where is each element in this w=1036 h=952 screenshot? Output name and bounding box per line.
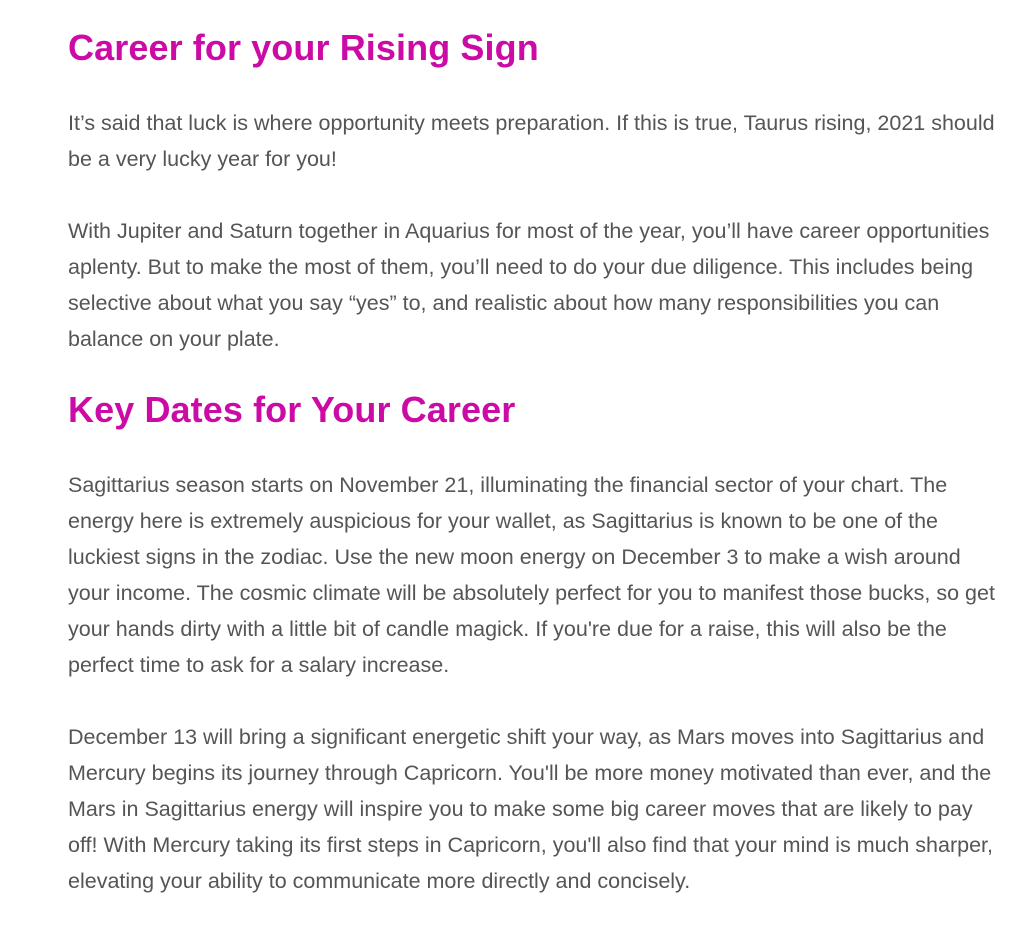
paragraph-jupiter-saturn: With Jupiter and Saturn together in Aquarius for most of the year, you’ll have career opportunities aplenty. But to make the most of them, you’ll need to do your due diligence. This includes being selective about what you say “yes” to, and realistic about how many responsibilities you can balance on your plate. bbox=[68, 219, 990, 351]
paragraph-sagittarius-season: Sagittarius season starts on November 21, illuminating the financial sector of your chart. The energy here is extremely auspicious for your wallet, as Sagittarius is known to be one of the luckiest signs in the zodiac. Use the new moon energy on December 3 to make a wish around your income. The cosmic climate will be absolutely perfect for you to manifest those bucks, so get your hands dirty with a little bit of candle magick. If you're due for a raise, this will also be the perfect time to ask for a salary increase. bbox=[68, 473, 995, 677]
article-body bbox=[68, 22, 1008, 899]
paragraph-december-13: December 13 will bring a significant energetic shift your way, as Mars moves into Sagittarius and Mercury begins its journey through Capricorn. You'll be more money motivated than ever, and the Mars in Sagittarius energy will inspire you to make some big career moves that are likely to pay off! With Mercury taking its first steps in Capricorn, you'll also find that your mind is much sharper, elevating your ability to communicate more directly and concisely. bbox=[68, 725, 993, 893]
section-career-rising-sign bbox=[68, 22, 1008, 357]
section-key-dates-career bbox=[68, 384, 1008, 899]
paragraph-luck-preparation: It’s said that luck is where opportunity meets preparation. If this is true, Taurus rising, 2021 should be a very lucky year for you! bbox=[68, 111, 995, 171]
section-heading-career-rising-sign: Career for your Rising Sign bbox=[68, 27, 539, 68]
section-heading-key-dates: Key Dates for Your Career bbox=[68, 389, 516, 430]
